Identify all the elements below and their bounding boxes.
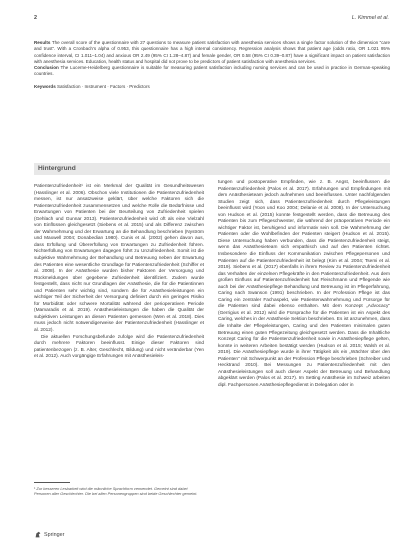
keywords-label: Keywords [34, 83, 56, 89]
abstract-keywords [34, 84, 390, 90]
publisher-name: Springer [44, 531, 65, 538]
right-column [218, 180, 390, 390]
left-column [34, 184, 204, 361]
abstract-conclusion [34, 65, 390, 78]
section-title: Hintergrund [38, 165, 76, 172]
results-text: The overall score of the questionnaire with 27 questions to measure patient satisfaction with anesthesia services shows a single factor solution of the dimension “care and trust”. With a Cronbach’s alpha of 0.953, this questionnaire has a high internal consistency. Regression analysis shows that patient age (odds ratio, OR 1.021 95% confidence interval, CI 1.011–1.04) and anxious OR 2.49 (95% CI 1.28–4.87) and female gender, OR 0.58 (95% CI 0.39–0.87) have a significant impact on patient satisfaction with anesthesia services. Education, health status and hospital did not prove to be predictors of patient satisfaction with anesthesia services. [34, 40, 390, 64]
page-number: 2 [34, 15, 37, 21]
springer-horse-icon [34, 531, 42, 539]
abstract-results [34, 40, 390, 65]
conclusion-label: Conclusion [34, 65, 59, 71]
footnote-rule [34, 482, 70, 483]
left-paragraph-1: Patientenzufriedenheit¹ ist ein Merkmal der Qualität im Gesundheitswesen (Hasslinger et al. 2006). Obschon viele Institutionen die Patientenzufriedenheit messen, ist nur ansatzweise geklärt, über welche Faktoren sich die Patientenzufriedenheit zusammensetzen und welche Rolle die Bedürfnisse und Erwartungen von Patienten bei der Beurteilung von Zufriedenheit spielen (Gehlach und Gunnar 2013). Patientenzufriedenheit wird oft als eine Vielzahl von Einflüssen gleichgesetzt (Siebens et al. 2015) und als Differenz zwischen der Wahrnehmung und der Erwartung an die Behandlung beschrieben (Nyström und Maxwell 2004; Donabedian 1980). Cunis et al. (2002) gehen davon aus, dass Erfüllung und Übererfüllung von Erwartungen zu Zufriedenheit führen. Nichterfüllung von Erwartungen dagegen führt zu Unzufriedenheit. Somit ist die subjektive Wahrnehmung der Behandlung und Betreuung neben der Erwartung des Patienten eine wesentliche Grundlage für Patientenzufriedenheit (Schiffer et al. 2008). In der Anästhesie wurden bisher Faktoren der Versorgung und Rückmeldungen über gegebene Zufriedenheit identifiziert. Zudem wurde festgestellt, dass nicht nur Grundlagen der Anästhesie, die für die Patientinnen und Patienten sehr wichtig sind, sondern die für Anästhesieleistungen ein wichtiger Teil der Sicherheit der Versorgung definiert durch ein geringes Risiko für Morbidität oder schwere Mortalität während der perioperativen Periode (Mamaradis et al. 2019). Anästhesieleistungen die haben die Qualität der subjektiven Leistungen an diesen Patienten gemessen (Wen et al. 2018). Dies muss jedoch nicht notwendigerweise der Patientenzufriedenheit (Hasslinger et al. 2012). [34, 184, 204, 334]
publisher-logo [34, 530, 64, 539]
results-label: Results [34, 40, 51, 45]
conclusion-text: The Lucerne-Heidelberg questionnaire is suitable for measuring patient satisfaction including nursing services and can be used in practice in German-speaking countries. [34, 65, 390, 77]
section-heading-band [34, 163, 390, 175]
right-paragraph-1: tungen und postoperative Empfinden, wie z. B. Angst, beeinflussen die Patientenzufriedenheit (Palos et al. 2017). Erfahrungen und Empfindungen mit dem Anästhesieteam jedoch aufnehmen und beeinflussen. Unter nachfolgenden Studien zeigt sich, dass Patientenzufriedenheit durch Pflegeleistungen beeinflusst wird (Yoon und Koo 2004; Delanie et al. 2008). In der Untersuchung von Hudson et al. (2015) konnte festgestellt werden, dass die Betreuung des Patienten bis zum Pflegeschwester, die während der präoperativen Periode ein wichtiger Faktor ist, beruhigend und informativ sein soll. Die Wahrnehmung der Patienten oder die Wohlbefinden der Patienten steigert (Hudson et al. 2015). Diese Untersuchung haben verbunden, dass die Patientenzufriedenheit steigt, wenn das Anästhesieteam sich empathisch und auf den Patienten richtet. Insbesondere die Einfluss der Kommunikation zwischen Pflegepersonen und Patienten auf die Patientenzufriedenheit ist belegt (Kim et al. 2004; Tsemi et al. 2019). Siebens et al. (2017) ebenfalls in ihrem Review zu Patientenzufriedenheit das Verhalten der einzelnen Pflegekräfte in den Patientenzufriedenheit. Aus dem großen Einfluss auf Patientenzufriedenheit hat Fleischmann und Pflegende wie auch bei der Anästhesiepflege Behandlung und Betreuung ist im Pflegerfahrung, Caring nach Swanson (1991) beschrieben. In der Profession Pflege ist das Caring ein zentraler Fachaspekt, wie Patientenwahrnehmung und Fürsorge für die Patienten sind dabei ebenso enthalten. Mit dem Konzept „Advocacy“ (Gerrigius et al. 2012) wird die Fürsprache für die Patienten ist ein Aspekt des Caring, welches in der Anästhesie Sektion beschrieben. Es ist anzunehmen, dass die Inhalte der Pflegeleistungen, Caring und den Patienten minimalen guten Betreuung einen guten Pflegezeitung gleichgesetzt werden. Dass die Inhaltliche Konzept Caring für die Patientenzufriedenheit sowie in Anästhesiepflege gelten, konnte in weiteren Arbeiten bestätigt werden (Hudson et al. 2015; Walsh et al. 2019). Die Anästhesiepflege wurde in ihrer Tätigkeit als ein „Wächter über den Patienten“ mit Schwerpunkt an der Profession Pflege beschrieben (Schreiber und Hecktrand 2010). Bei Messungen zu Patientenzufriedenheit mit den Anästhesieleistungen soll auch dieser Aspekt der Betreuung und Behandlung abgeklärt werden (Palos et al. 2017). Im Setting Anästhesie im Schweiz arbeiten dipl. Fachpersonen Anästhesiepflegedienst in Delegation oder in [218, 180, 390, 388]
running-header [34, 15, 389, 25]
keywords-text: Satisfaction · Instrument · Factors · Predictors [57, 83, 150, 89]
abstract [34, 40, 390, 90]
running-author: L. Kimmel et al. [351, 15, 389, 21]
footnote: ¹ Zur besseren Lesbarkeit wird die männliche Sprachform verwendet. Gemeint sind dabei Personen aller Geschlechter. Die bei allen Personengruppen sind beide Geschlechter gemeint. [34, 486, 198, 497]
left-paragraph-2: Die aktuellen Forschungsbefunde zufolge wird die Patientenzufriedenheit durch mehrere Faktoren beeinflusst. Einige dieser Faktoren sind patientenbezogen (z. B. Alter, Geschlecht, Bildung) und nicht veränderbar (Yen et al. 2012). Auch vorgängige Erfahrungen mit Anästhesieleis- [34, 334, 204, 360]
